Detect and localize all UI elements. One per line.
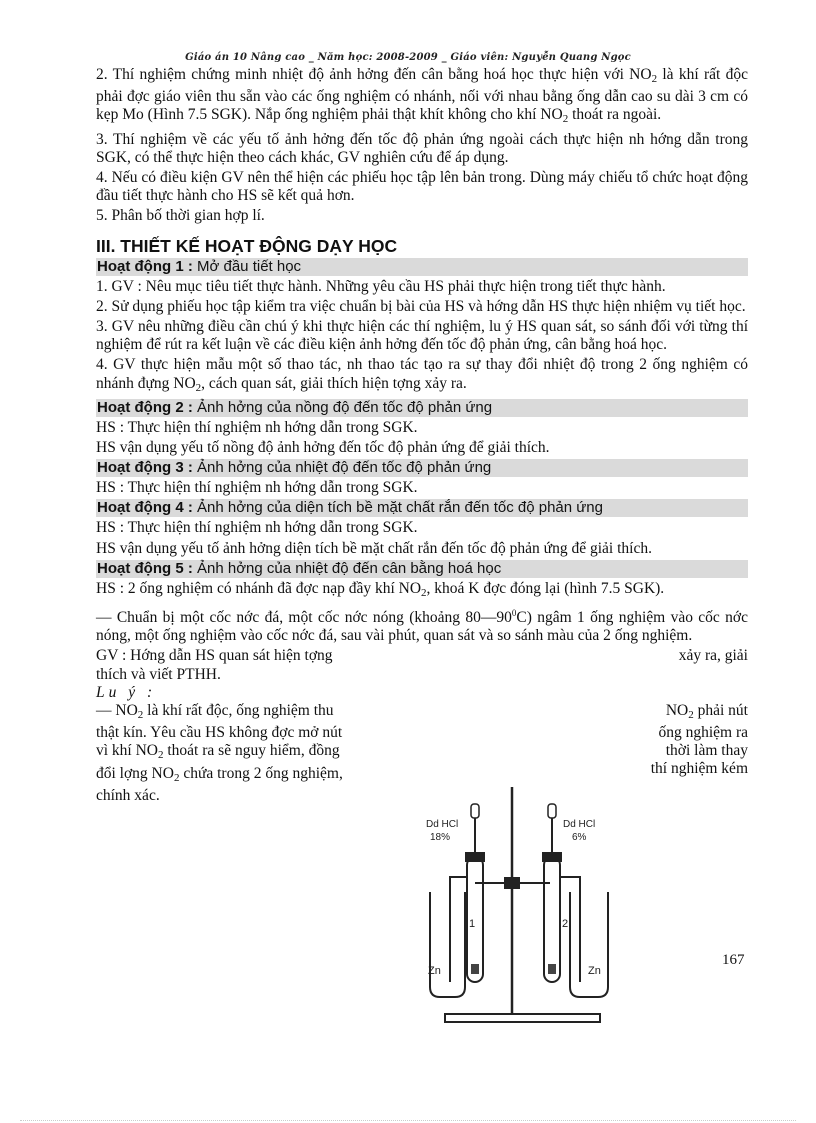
activity-3-heading: Hoạt động 3 : Ảnh hởng của nhiệt độ đến tốc độ phản ứng bbox=[96, 459, 748, 477]
beaker-left bbox=[430, 892, 465, 997]
beaker-right bbox=[570, 892, 608, 997]
activity-5-line-1: HS : 2 ống nghiệm có nhánh đã đợc nạp đầy khí $NO_2$, khoá K đợc đóng lại (hình 7.5 SGK). bbox=[96, 579, 665, 599]
page-header: Giáo án 10 Nâng cao _ Năm học: 2008-2009 _ Giáo viên: Nguyễn Quang Ngọc bbox=[185, 52, 631, 63]
label-hcl-right: Dd HCl bbox=[563, 819, 596, 830]
activity-1-line-3: 3. GV nêu những điều cần chú ý khi thực hiện các thí nghiệm, lu ý HS quan sát, so sánh đối với từng thí nghiệm để rút ra kết luận về các điều kiện ảnh hởng đến tốc độ phản ứng, cân bằng hoá học. bbox=[96, 318, 748, 354]
label-zn-left: Zn bbox=[428, 965, 441, 977]
activity-5-line-2: — Chuẩn bị một cốc nớc đá, một cốc nớc nóng (khoảng $80—90^0C$) ngâm 1 ống nghiệm vào cốc nớc nóng, một ống nghiệm vào cốc nớc đá, sau vài phút, quan sát và so sánh màu của 2 ống nghiệm. bbox=[96, 608, 748, 645]
activity-1-line-1: 1. GV : Nêu mục tiêu tiết thực hành. Những yêu cầu HS phải thực hiện trong tiết thực hành. bbox=[96, 277, 666, 295]
gv-guide: GV : Hớng dẫn HS quan sát hiện tợng thích và viết PTHH. Lu ý : — $NO_2$ là khí rất độc, ống nghiệm thu thật kín. Yêu cầu HS không đợc mở nút vì khí $NO_2$ thoát ra sẽ nguy hiểm, đồng đổi lợng $NO_2$ chứa trong 2 ống nghiệm, chính xác. bbox=[96, 647, 343, 804]
label-tube-1: 1 bbox=[469, 918, 476, 930]
tube-right bbox=[544, 857, 560, 982]
figure-wrap-text bbox=[96, 647, 748, 804]
label-pct-right: 6% bbox=[572, 832, 587, 843]
note-4: 4. Nếu có điều kiện GV nên thể hiện các phiếu học tập lên bản trong. Dùng máy chiếu tổ chức hoạt động đầu tiết thực hành cho HS sẽ kết quả hơn. bbox=[96, 169, 748, 205]
main-content bbox=[96, 66, 748, 804]
label-zn-right: Zn bbox=[588, 965, 601, 977]
activity-1-heading: Hoạt động 1 : Mở đầu tiết học bbox=[96, 258, 748, 276]
activity-2-line-2: HS vận dụng yếu tố nồng độ ảnh hởng đến tốc độ phản ứng để giải thích. bbox=[96, 439, 550, 457]
stand-base bbox=[445, 1014, 600, 1022]
activity-1-line-2: 2. Sử dụng phiếu học tập kiểm tra việc chuẩn bị bài của HS và hớng dẫn HS thực hiện nhiệm vụ tiết học. bbox=[96, 297, 746, 315]
section-title: III. THIẾT KẾ HOẠT ĐỘNG DẠY HỌC bbox=[96, 235, 398, 256]
activity-4-line-2: HS vận dụng yếu tố ảnh hởng diện tích bề mặt chất rắn đến tốc độ phản ứng để giải thích. bbox=[96, 539, 652, 557]
activity-5-heading: Hoạt động 5 : Ảnh hởng của nhiệt độ đến cân bằng hoá học bbox=[96, 560, 748, 578]
activity-2-line-1: HS : Thực hiện thí nghiệm nh hớng dẫn trong SGK. bbox=[96, 418, 418, 436]
label-hcl-left: Dd HCl bbox=[426, 819, 459, 830]
activity-4-line-1: HS : Thực hiện thí nghiệm nh hớng dẫn trong SGK. bbox=[96, 519, 418, 537]
experiment-figure bbox=[420, 782, 620, 1027]
activity-1-line-4: 4. GV thực hiện mẫu một số thao tác, nh thao tác tạo ra sự thay đổi nhiệt độ trong 2 ống nghiệm có nhánh đựng $NO_2$, cách quan sát, giải thích hiện tợng xảy ra. bbox=[96, 356, 748, 394]
page-bottom-rule bbox=[20, 1120, 796, 1121]
activity-4-heading: Hoạt động 4 : Ảnh hởng của diện tích bề mặt chất rắn đến tốc độ phản ứng bbox=[96, 499, 748, 517]
note-3: 3. Thí nghiệm về các yếu tố ảnh hởng đến tốc độ phản ứng ngoài cách thực hiện nh hớng dẫn trong SGK, có thể thực hiện theo cách khác, GV nghiên cứu để áp dụng. bbox=[96, 130, 748, 166]
note-5: 5. Phân bố thời gian hợp lí. bbox=[96, 207, 265, 225]
note-2: 2. Thí nghiệm chứng minh nhiệt độ ảnh hởng đến cân bằng hoá học thực hiện với $NO_2$ là khí rất độc phải đợc giáo viên thu sẵn vào các ống nghiệm có nhánh, nối với nhau bằng ống dẫn cao su dài 3 cm có kẹp Mo (Hình 7.5 SGK). Nắp ống nghiệm phải thật khít không cho khí $NO_2$ thoát ra ngoài. bbox=[96, 66, 748, 126]
activity-2-heading: Hoạt động 2 : Ảnh hởng của nồng độ đến tốc độ phản ứng bbox=[96, 399, 748, 417]
label-tube-2: 2 bbox=[562, 918, 569, 930]
gv-guide-right: xảy ra, giải $NO_2$ phải nút ống nghiệm ra thời làm thay thí nghiệm kém bbox=[650, 647, 748, 778]
label-pct-left: 18% bbox=[430, 832, 451, 843]
activity-3-line-1: HS : Thực hiện thí nghiệm nh hớng dẫn trong SGK. bbox=[96, 479, 418, 497]
page-number: 167 bbox=[722, 952, 745, 968]
